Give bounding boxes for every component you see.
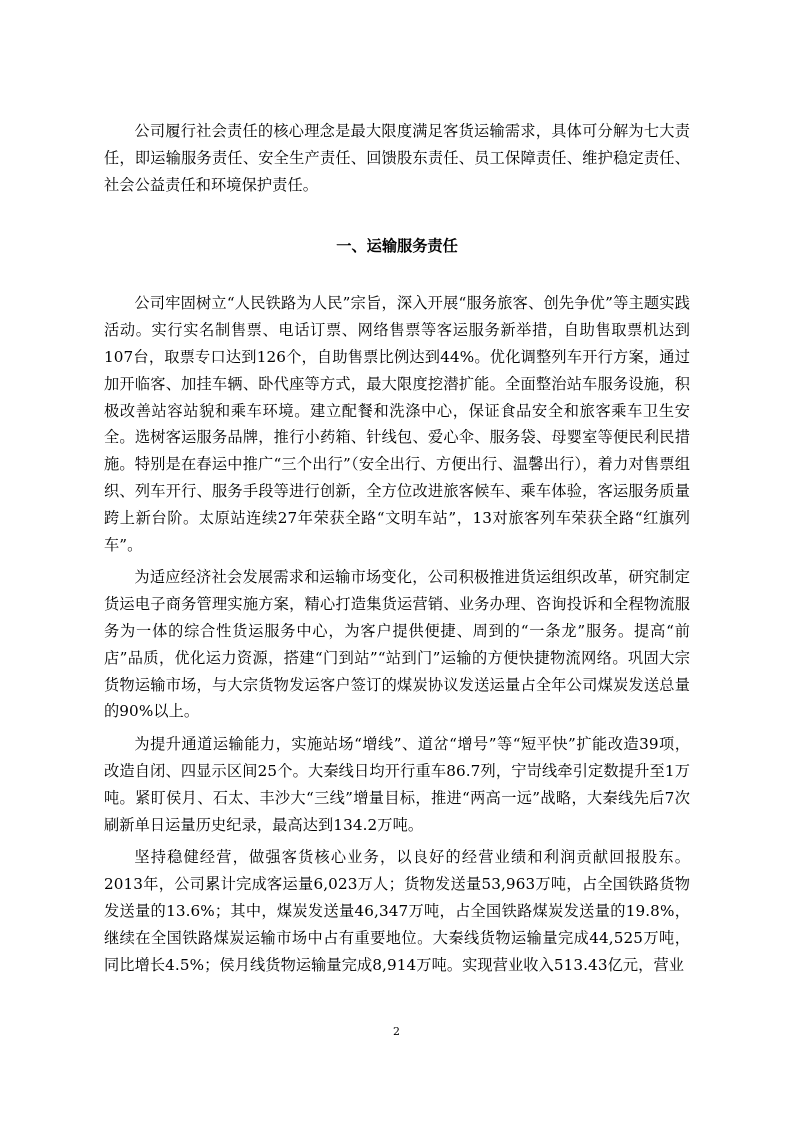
paragraph-freight-reform: 为适应经济社会发展需求和运输市场变化，公司积极推进货运组织改革，研究制定货运电子商务管理实施方案，精心打造集货运营销、业务办理、咨询投诉和全程物流服务为一体的综合性货运服务中心，为客户提供便捷、周到的“一条龙”服务。提高“前店”品质，优化运力资源，搭建“门到站”“站到门”运输的方便快捷物流网络。巩固大宗货物运输市场，与大宗货物发运客户签订的煤炭协议发送运量占全年公司煤炭发送总量的90%以上。: [104, 568, 690, 721]
intro-paragraph: 公司履行社会责任的核心理念是最大限度满足客货运输需求，具体可分解为七大责任，即运输服务责任、安全生产责任、回馈股东责任、员工保障责任、维护稳定责任、社会公益责任和环境保护责任。: [104, 122, 690, 194]
paragraph-capacity-expansion: 为提升通道运输能力，实施站场“增线”、道岔“增号”等“短平快”扩能改造39项，改造自闭、四显示区间25个。大秦线日均开行重车86.7列，宁岢线牵引定数提升至1万吨。紧盯侯月、石太、丰沙大“三线”增量目标，推进“两高一远”战略，大秦线先后7次刷新单日运量历史纪录，最高达到134.2万吨。: [104, 735, 690, 834]
section-heading: 一、运输服务责任: [336, 237, 458, 256]
paragraph-passenger-service: 公司牢固树立“人民铁路为人民”宗旨，深入开展“服务旅客、创先争优”等主题实践活动。实行实名制售票、电话订票、网络售票等客运服务新举措，自助售取票机达到107台，取票专口达到126个，自助售票比例达到44%。优化调整列车开行方案，通过加开临客、加挂车辆、卧代座等方式，最大限度挖潜扩能。全面整治站车服务设施，积极改善站容站貌和乘车环境。建立配餐和洗涤中心，保证食品安全和旅客乘车卫生安全。选树客运服务品牌，推行小药箱、针线包、爱心伞、服务袋、母婴室等便民利民措施。特别是在春运中推广“三个出行”（安全出行、方便出行、温馨出行），着力对售票组织、列车开行、服务手段等进行创新，全方位改进旅客候车、乘车体验，客运服务质量跨上新台阶。太原站连续27年荣获全路“文明车站”，13对旅客列车荣获全路“红旗列车”。: [104, 294, 690, 554]
page-body: [104, 118, 690, 978]
paragraph-operating-results: 坚持稳健经营，做强客货核心业务，以良好的经营业绩和利润贡献回报股东。2013年，公司累计完成客运量6,023万人；货物发送量53,963万吨，占全国铁路货物发送量的13.6%；其中，煤炭发送量46,347万吨，占全国铁路煤炭发送量的19.8%，继续在全国铁路煤炭运输市场中占有重要地位。大秦线货物运输量完成44,525万吨，同比增长4.5%；侯月线货物运输量完成8,914万吨。实现营业收入513.43亿元，营业: [104, 848, 690, 974]
page-number: 2: [393, 1025, 400, 1038]
